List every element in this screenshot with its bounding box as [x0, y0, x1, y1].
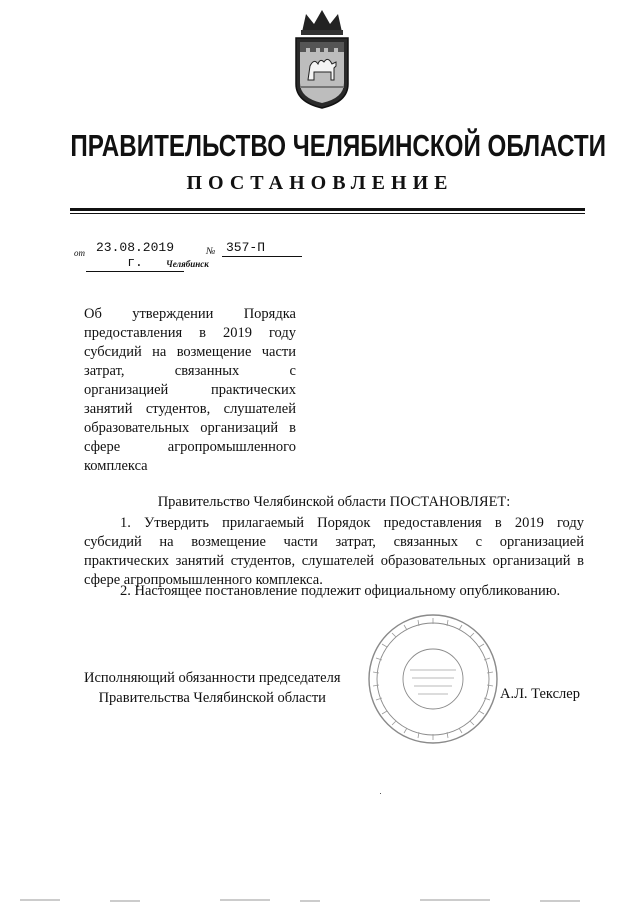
subject-line: Об утверждении Порядка: [84, 306, 296, 322]
position-line-2: Правительства Челябинской области: [98, 690, 326, 706]
subject-line: образовательных организаций в: [84, 420, 296, 436]
paragraph-line: сфере агропромышленного комплекса.: [84, 572, 323, 588]
document-date: 23.08.2019 г.: [86, 240, 184, 272]
scan-edge-noise: [0, 896, 640, 905]
subject-line: занятий студентов, слушателей: [84, 401, 296, 417]
subject-line: организацией практических: [84, 382, 296, 398]
number-prefix: №: [206, 246, 216, 257]
scan-speck: [380, 793, 381, 794]
page-title: ПРАВИТЕЛЬСТВО ЧЕЛЯБИНСКОЙ ОБЛАСТИ: [70, 128, 606, 163]
decree-statement: Правительство Челябинской области ПОСТАНОВЛЯЕТ:: [157, 494, 511, 510]
document-number: 357-П: [222, 240, 302, 257]
subject-line: сфере агропромышленного: [84, 439, 296, 455]
header-rule-thick: [70, 208, 585, 211]
paragraph-line: 1. Утвердить прилагаемый Порядок предоставления в 2019 году: [120, 515, 584, 531]
paragraph-line: субсидий на возмещение части затрат, связанных с организацией: [84, 534, 584, 550]
coat-of-arms-icon: [290, 6, 354, 112]
document-type: ПОСТАНОВЛЕНИЕ: [186, 172, 454, 194]
paragraph-line: практических занятий студентов, слушателей образовательных организаций в: [84, 553, 584, 569]
city-label: Челябинск: [166, 259, 209, 269]
signatory-position: [84, 668, 341, 708]
date-prefix: от: [74, 248, 85, 258]
official-seal-icon: [366, 612, 500, 746]
subject-line: комплекса: [84, 458, 148, 474]
subject-line: предоставления в 2019 году: [84, 325, 296, 341]
signer-name: А.Л. Текслер: [500, 686, 580, 702]
subject-line: затрат, связанных с: [84, 363, 296, 379]
header-rule-thin: [70, 213, 585, 214]
subject-block: [84, 305, 296, 476]
paragraph-2: 2. Настоящее постановление подлежит официальному опубликованию.: [120, 583, 561, 599]
paragraph-1: [84, 514, 584, 590]
subject-line: субсидий на возмещение части: [84, 344, 296, 360]
position-line-1: Исполняющий обязанности председателя: [84, 670, 341, 686]
